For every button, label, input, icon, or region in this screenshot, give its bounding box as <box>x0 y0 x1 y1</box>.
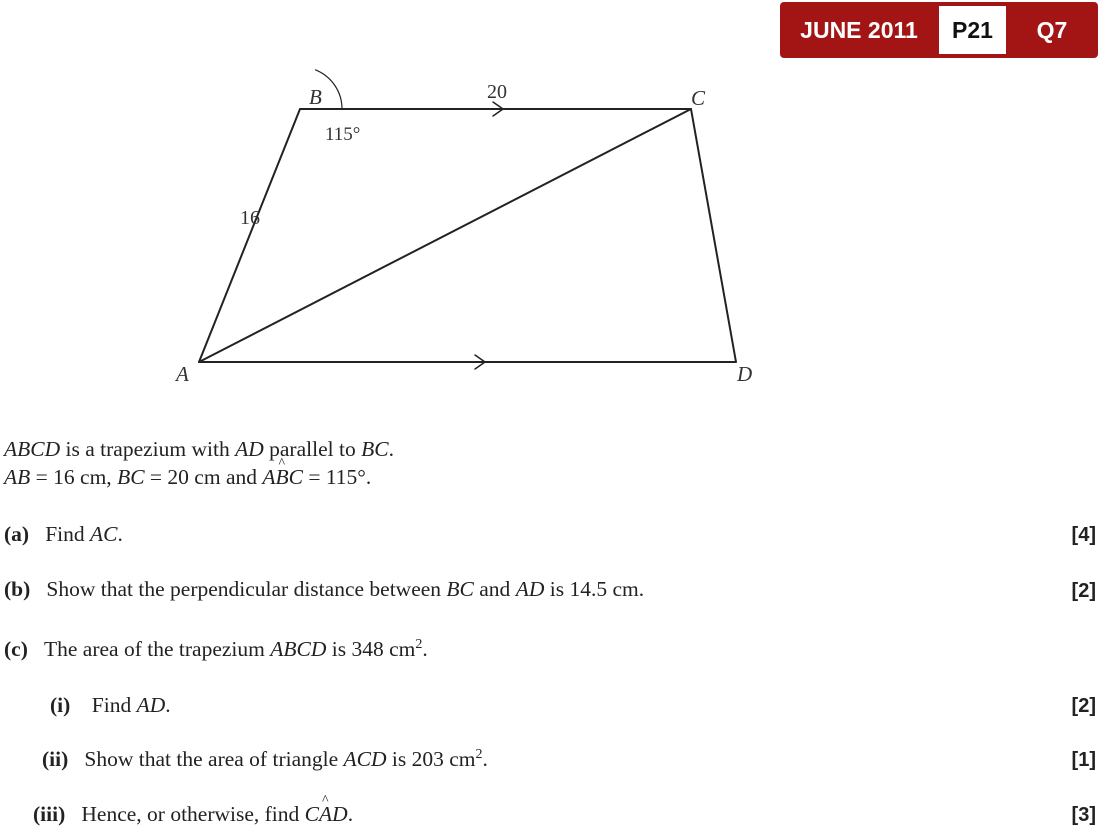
vertex-a-label: A <box>176 362 189 386</box>
part-a-question: (a) Find AC. <box>4 522 123 546</box>
part-c-label: (c) <box>4 637 28 661</box>
part-b-question: (b) Show that the perpendicular distance between BC and AD is 14.5 cm. <box>4 577 645 601</box>
part-c-question: (c) The area of the trapezium ABCD is 348 $cm^2$. <box>4 637 428 661</box>
part-c-i-question: (i) Find AD. <box>50 693 171 717</box>
paper-number: P21 <box>939 6 1006 54</box>
trapezium-outline <box>199 109 736 362</box>
intro-line-1: ABCD is a trapezium with AD parallel to BC. <box>4 437 394 461</box>
part-c-i-label: (i) <box>50 693 71 717</box>
part-c-ii-marks: [1] <box>1071 749 1096 771</box>
side-bc-length: 20 <box>487 81 507 103</box>
part-c-iii-question: (iii) Hence, or otherwise, find C^ AD. <box>33 802 353 827</box>
part-c-i-marks: [2] <box>1071 695 1096 717</box>
diagonal-ac <box>199 109 691 362</box>
part-c-ii-label: (ii) <box>42 747 69 771</box>
angle-b-value: 115° <box>325 124 361 145</box>
part-a-marks: [4] <box>1071 524 1096 546</box>
vertex-b-label: B <box>309 85 322 109</box>
part-c-ii-question: (ii) Show that the area of triangle ACD is 203 $cm^2$. <box>42 747 488 771</box>
exam-session: JUNE 2011 <box>800 17 918 43</box>
trapezium-diagram <box>0 0 1100 400</box>
part-b-marks: [2] <box>1071 580 1096 602</box>
side-ab-length: 16 <box>240 207 260 229</box>
intro-line-2: AB = 16 cm, BC = 20 cm and A^ BC = 115°. <box>4 465 371 490</box>
part-b-label: (b) <box>4 577 31 601</box>
part-c-iii-label: (iii) <box>33 802 66 826</box>
part-a-label: (a) <box>4 522 30 546</box>
question-number: Q7 <box>1036 17 1068 43</box>
vertex-c-label: C <box>691 86 706 110</box>
vertex-d-label: D <box>737 362 753 386</box>
part-c-iii-marks: [3] <box>1071 804 1096 826</box>
